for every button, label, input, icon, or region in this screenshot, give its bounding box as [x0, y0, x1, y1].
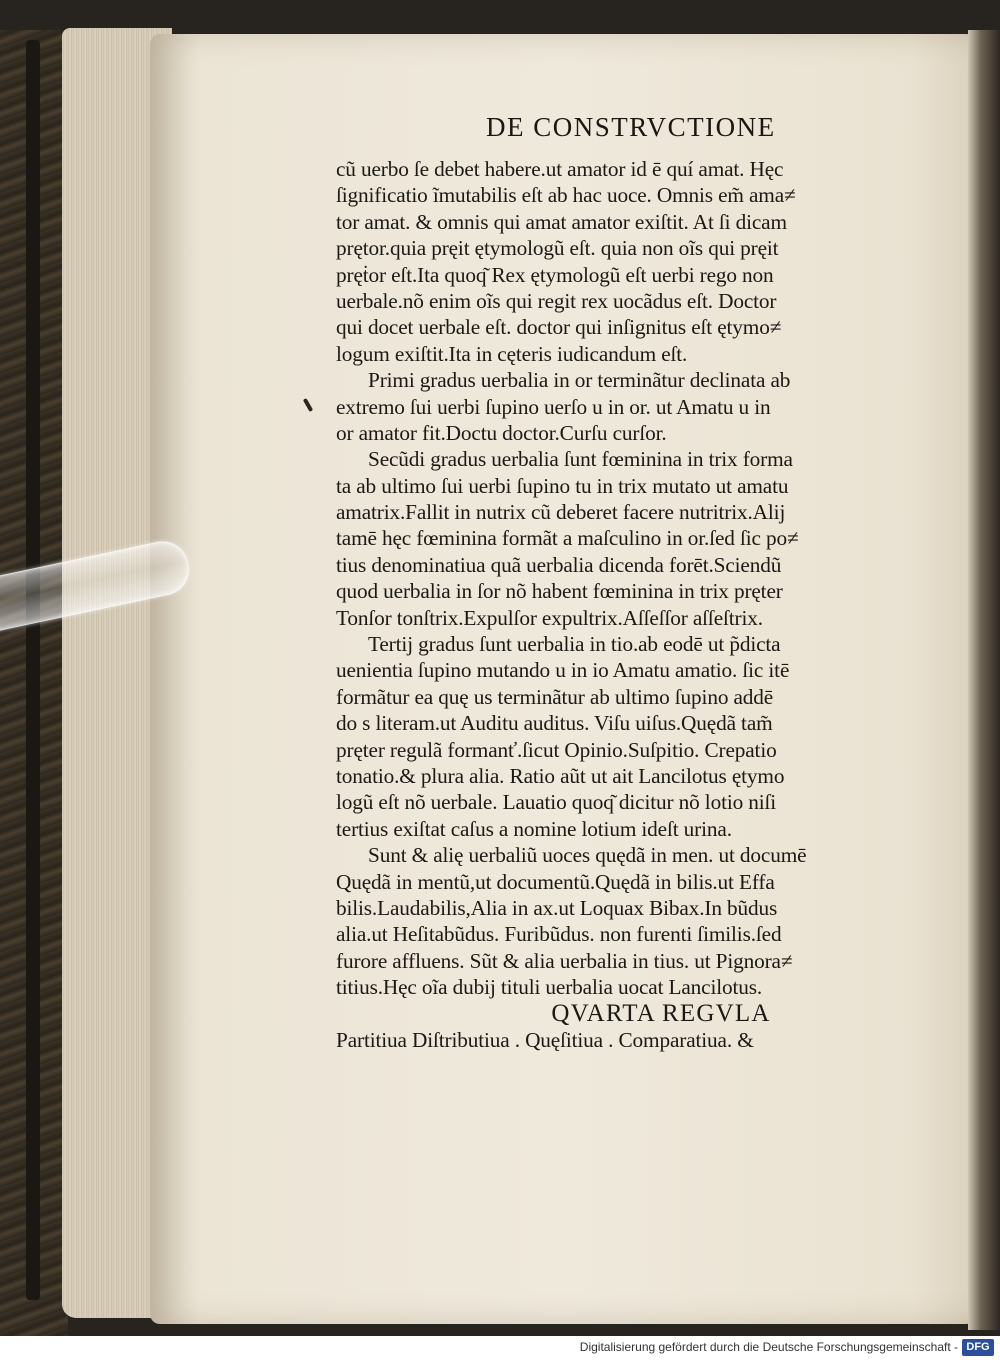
text-line: uenientia ſupino mutando u in io Amatu amatio. ſic itē [336, 658, 790, 683]
text-line: Tertĳ gradus ſunt uerbalia in tio.ab eodē ut p̃dicta [368, 632, 781, 657]
text-line: logũ eſt nõ uerbale. Lauatio quoq͂ dicitur nõ lotio niſi [336, 790, 777, 815]
text-line: Sunt & alię uerbaliũ uoces quędã in men. ut documē [368, 843, 807, 868]
text-line: quod uerbalia in ſor nõ habent fœminina in trix pręter [336, 579, 783, 604]
text-line: Quędã in mentũ,ut documentũ.Quędã in bilis.ut Effa [336, 869, 775, 894]
book-cover-edge [0, 30, 68, 1336]
text-line: ta ab ultimo ſui uerbi ſupino tu in trix mutato ut amatu [336, 473, 789, 498]
text-line: tamē hęc fœminina formãt a maſculino in or.ſed ſic po≠ [336, 526, 799, 551]
text-line: titius.Hęc oĩa dubĳ tituli uerbalia uocat Lancilotus. [336, 975, 763, 1000]
text-line: tor amat. & omnis qui amat amator exiſtit. At ſi dicam [336, 209, 787, 234]
text-line: tius denominatiua quã uerbalia dicenda forēt.Sciendũ [336, 552, 782, 577]
dfg-logo: DFG [962, 1339, 994, 1356]
footer-bar [0, 1336, 1000, 1360]
text-line: Tonſor tonſtrix.Expulſor expultrix.Aſſeſſor aſſeſtrix. [336, 605, 763, 630]
text-line: or amator fit.Doctu doctor.Curſu curſor. [336, 420, 667, 445]
cover-shadow [26, 40, 40, 1300]
text-line: logum exiſtit.Ita in cęteris iudicandum eſt. [336, 341, 688, 366]
footer-credit: Digitalisierung gefördert durch die Deutsche Forschungsgemeinschaft - [579, 1340, 958, 1354]
text-line: Partitiua Diſtributiua . Quęſitiua . Comparatiua. & [336, 1027, 754, 1052]
text-line: tertius exiſtat caſus a nomine lotium ideſt urina. [336, 816, 732, 841]
text-line: do s literam.ut Auditu auditus. Viſu uiſus.Quędã tam̃ [336, 711, 773, 736]
text-line: pręter regulã formanť.ſicut Opinio.Suſpitio. Crepatio [336, 737, 777, 762]
text-line: extremo ſui uerbi ſupino uerſo u in or. ut Amatu u in [336, 394, 771, 419]
text-line: Secũdi gradus uerbalia ſunt fœminina in trix forma [368, 447, 793, 472]
text-line: Primi gradus uerbalia in or terminãtur declinata ab [368, 368, 791, 393]
text-line: formãtur ea quę us terminãtur ab ultimo ſupino addē [336, 684, 774, 709]
text-line: tonatio.& plura alia. Ratio aũt ut ait Lancilotus ętymo [336, 763, 785, 788]
text-block [336, 106, 946, 1096]
body-text [336, 156, 946, 1053]
text-line: cũ uerbo ſe debet habere.ut amator id ē quí amat. Hęc [336, 157, 784, 181]
page-right-edge [968, 30, 1000, 1330]
section-heading: QVARTA REGVLA [551, 999, 771, 1027]
text-line: uerbale.nõ enim oĩs qui regit rex uocãdus eſt. Doctor [336, 288, 777, 313]
text-line: amatrix.Fallit in nutrix cũ deberet facere nutritrix.Alĳ [336, 500, 786, 525]
text-line: ſignificatio ĩmutabilis eſt ab hac uoce. Omnis em̃ ama≠ [336, 183, 796, 208]
text-line: furore affluens. Sũt & alia uerbalia in tius. ut Pignora≠ [336, 948, 793, 973]
text-line: pręṫor eſt.Ita quoq͂ Rex ętymologũ eſt uerbi rego non [336, 262, 774, 287]
text-line: prętor.quia pręit ętymologũ eſt. quia non oĩs qui pręit [336, 236, 779, 261]
text-line: qui docet uerbale eſt. doctor qui inſignitus eſt ętymo≠ [336, 315, 782, 340]
running-head: DE CONSTRVCTIONE [486, 112, 776, 142]
text-line: alia.ut Heſitabũdus. Furibũdus. non furenti ſimilis.ſed [336, 922, 782, 947]
text-line: bilis.Laudabilis,Alia in ax.ut Loquax Bibax.In bũdus [336, 895, 778, 920]
